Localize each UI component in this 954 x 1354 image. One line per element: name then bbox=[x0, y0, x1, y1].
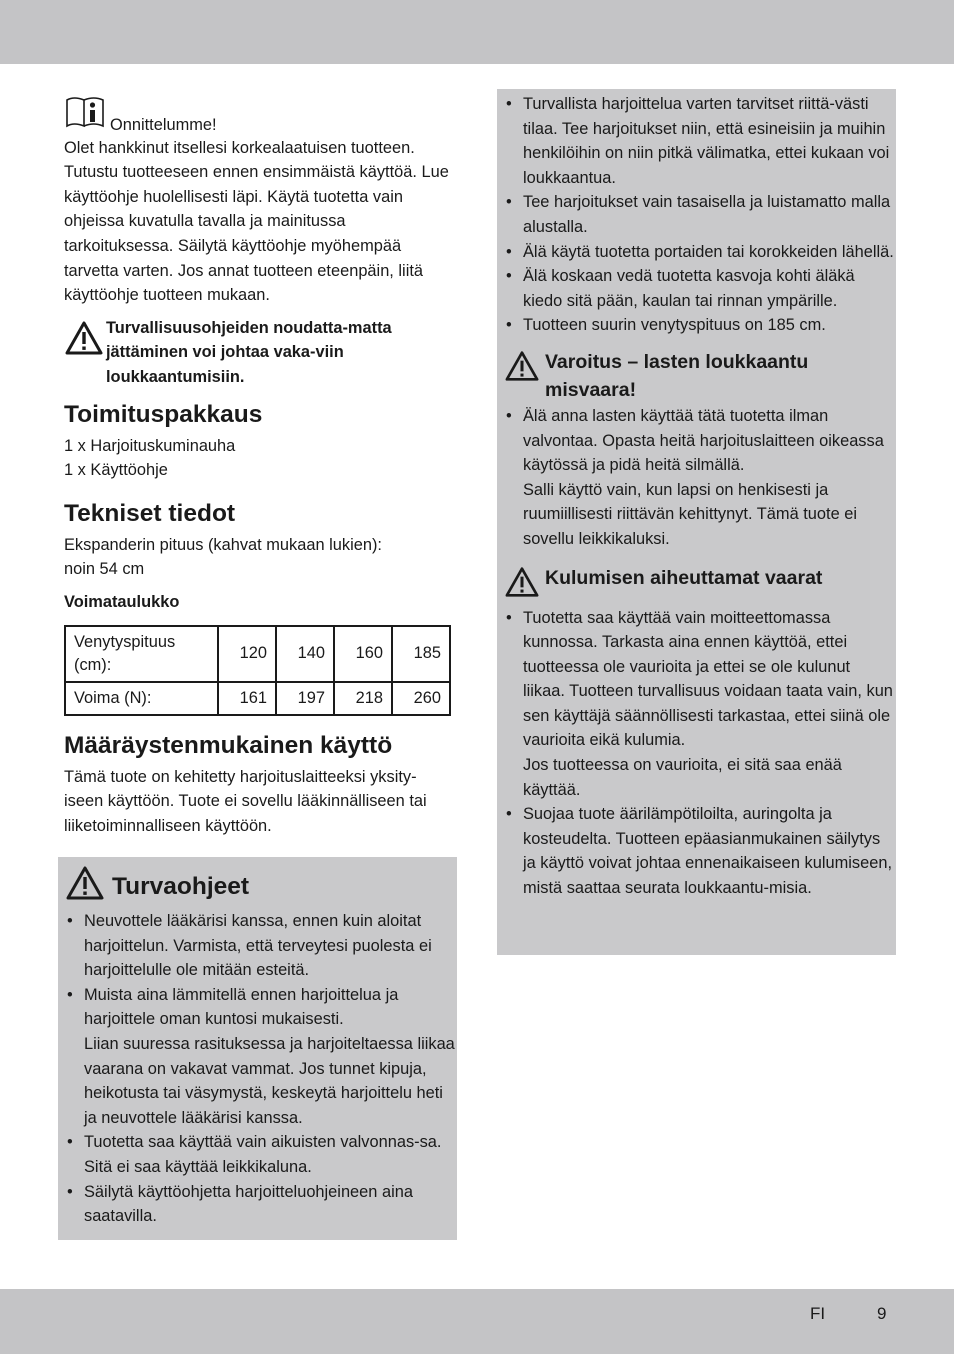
table-cell: 161 bbox=[218, 682, 276, 715]
intro-body: Olet hankkinut itsellesi korkealaatuisen tuotteen. Tutustu tuotteeseen ennen ensimmäistä käyttöä. Lue käyttöohje huolellisesti läpi. Käytä tuotetta vain ohjeissa kuvatulla tavalla ja mainitussa tarkoituksessa. Säilytä käyttöohje myöhempää tarvetta varten. Jos annat tuotteen eteenpäin, liitä käyttöohje tuotteen mukaan. bbox=[64, 138, 449, 305]
table-cell-label: Voima (N): bbox=[65, 682, 218, 715]
intended-use-body: Tämä tuote on kehitetty harjoituslaitteeksi yksity-iseen käyttöön. Tuote ei sovellu lääkinnälliseen tai liiketoiminnalliseen käyttöön. bbox=[64, 767, 427, 835]
table-cell: 160 bbox=[334, 626, 392, 682]
delivery-item: 1 x Käyttöohje bbox=[64, 461, 168, 480]
children-warning-heading: Varoitus – lasten loukkaantu misvaara! bbox=[545, 350, 809, 401]
list-item-text: Älä anna lasten käyttää tätä tuotetta ilman valvontaa. Opasta heitä harjoituslaitteen oikeassa käytössä ja pidä heitä silmällä. bbox=[523, 406, 884, 475]
table-row bbox=[65, 626, 450, 682]
table-cell: 197 bbox=[276, 682, 334, 715]
safety-heading-row bbox=[64, 865, 456, 909]
children-warning-heading-row bbox=[503, 348, 895, 404]
wear-warning-heading-row bbox=[503, 564, 895, 606]
list-item: • Älä koskaan vedä tuotetta kasvoja kohti äläkä kiedo sitä pään, kaulan tai rinnan ympärille. bbox=[503, 264, 895, 313]
table-cell: 120 bbox=[218, 626, 276, 682]
list-item bbox=[503, 404, 895, 552]
delivery-heading: Toimituspakkaus bbox=[64, 400, 263, 428]
specs-heading: Tekniset tiedot bbox=[64, 499, 236, 527]
specs-line: noin 54 cm bbox=[64, 560, 145, 579]
list-item: • Turvallista harjoittelua varten tarvitset riittä-västi tilaa. Tee harjoitukset niin, että esineisiin ja muihin henkilöihin on niin pitkä välimatka, ettei kukaan voi loukkaantua. bbox=[503, 92, 895, 190]
force-table bbox=[64, 625, 451, 716]
specs-line: Ekspanderin pituus (kahvat mukaan lukien): bbox=[64, 535, 382, 554]
list-item-text: Liian suuressa rasituksessa ja harjoiteltaessa liikaa vaarana on vakavat vammat. Jos tunnet kipuja, heikotusta tai väsymystä, keskeytä harjoittelu heti ja neuvottele lääkärisi kanssa. bbox=[84, 1034, 455, 1127]
intro-title-row bbox=[64, 96, 454, 136]
list-item bbox=[503, 606, 895, 803]
manual-info-icon bbox=[64, 96, 106, 136]
list-item: • Suojaa tuote äärilämpötiloilta, auringolta ja kosteudelta. Tuotteen epäasianmukainen säilytys ja käyttö voivat johtaa ennenaikaiseen kulumiseen, mistä saattaa seurata loukkaantu-misia. bbox=[503, 802, 895, 900]
list-item: • Älä käytä tuotetta portaiden tai korokkeiden lähellä. bbox=[503, 240, 895, 265]
list-item: • Tuotteen suurin venytyspituus on 185 cm. bbox=[503, 313, 895, 338]
list-item: • Neuvottele lääkärisi kanssa, ennen kuin aloitat harjoittelun. Varmista, että terveytesi puolesta ei harjoittelulle ole mitään esteitä. bbox=[64, 909, 456, 983]
table-cell: 218 bbox=[334, 682, 392, 715]
left-column bbox=[64, 96, 454, 838]
force-table-title: Voimataulukko bbox=[64, 592, 180, 611]
wear-list bbox=[503, 606, 895, 901]
list-item: • Säilytä käyttöohjetta harjoitteluohjeineen aina saatavilla. bbox=[64, 1180, 456, 1229]
table-cell: 140 bbox=[276, 626, 334, 682]
list-item-text: Jos tuotteessa on vaurioita, ei sitä saa enää käyttää. bbox=[523, 756, 842, 799]
children-list bbox=[503, 404, 895, 552]
header-band bbox=[0, 0, 954, 64]
list-item-text: Salli käyttö vain, kun lapsi on henkisesti ja ruumiillisesti riittävän kehittynyt. Tämä tuote ei sovellu leikkikaluksi. bbox=[523, 480, 858, 548]
list-item: • Tee harjoitukset vain tasaisella ja luistamatto malla alustalla. bbox=[503, 190, 895, 239]
warning-triangle-icon bbox=[503, 566, 545, 606]
right-safety-box bbox=[497, 89, 896, 955]
table-cell: 260 bbox=[392, 682, 450, 715]
intended-use-heading: Määräystenmukainen käyttö bbox=[64, 731, 393, 759]
list-item bbox=[64, 983, 456, 1131]
delivery-item: 1 x Harjoituskuminauha bbox=[64, 436, 236, 455]
page-number: 9 bbox=[877, 1304, 887, 1323]
table-cell: 185 bbox=[392, 626, 450, 682]
footer-language: FI bbox=[810, 1304, 826, 1323]
intro-warning bbox=[64, 316, 454, 390]
table-row bbox=[65, 682, 450, 715]
intro-warning-text: Turvallisuusohjeiden noudatta-matta jättäminen voi johtaa vaka-viin loukkaantumisiin. bbox=[106, 318, 392, 386]
right-list bbox=[503, 92, 895, 338]
safety-box bbox=[58, 857, 457, 1240]
table-cell-label: Venytyspituus (cm): bbox=[65, 626, 218, 682]
warning-triangle-icon bbox=[64, 865, 106, 909]
wear-warning-heading: Kulumisen aiheuttamat vaarat bbox=[545, 566, 823, 589]
warning-triangle-icon bbox=[64, 320, 106, 390]
list-item: • Tuotetta saa käyttää vain aikuisten valvonnas-sa. Sitä ei saa käyttää leikkikaluna. bbox=[64, 1130, 456, 1179]
warning-triangle-icon bbox=[503, 350, 545, 404]
intro-title: Onnittelumme! bbox=[110, 115, 217, 134]
safety-heading: Turvaohjeet bbox=[112, 873, 250, 900]
list-item-text: Muista aina lämmitellä ennen harjoittelua ja harjoittele oman kuntosi mukaisesti. bbox=[84, 985, 399, 1029]
list-item-text: Tuotetta saa käyttää vain moitteettomassa kunnossa. Tarkasta aina ennen käyttöä, ettei tuotteessa ole vaurioita ja ettei se ole kulunut liikaa. Tuotteen turvallisuus voidaan taata vain, kun sen käyttäjä säännöllisesti tarkastaa, ettei siinä ole vaurioita eikä kulumia. bbox=[523, 608, 893, 750]
safety-list bbox=[64, 909, 456, 1229]
